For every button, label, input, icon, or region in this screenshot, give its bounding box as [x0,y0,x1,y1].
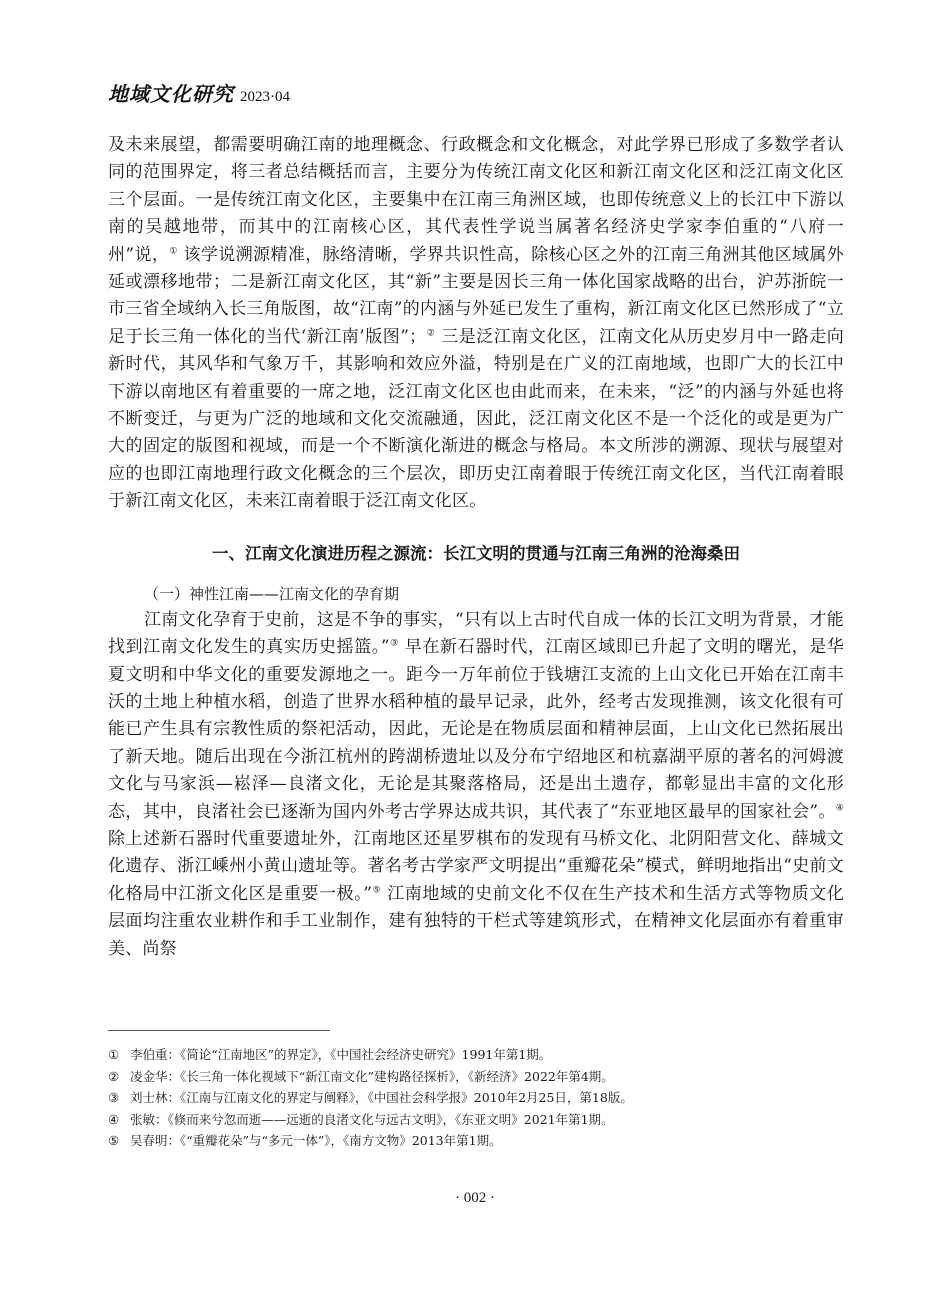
intro-paragraph [108,132,844,516]
intro-text-1: 及未来展望，都需要明确江南的地理概念、行政概念和文化概念，对此学界已形成了多数学者认同的范围界定，将三者总结概括而言，主要分为传统江南文化区和新江南文化区和泛江南文化区三个层面。一是传统江南文化区，主要集中在江南三角洲区域，也即传统意义上的长江中下游以南的吴越地带，而其中的江南核心区，其代表性学说当属著名经济史学家李伯重的“八府一州”说， [108,135,844,265]
footnote-ref-2: ② [426,328,436,339]
intro-text-2: 该学说溯源精准，脉络清晰，学界共识性高，除核心区之外的江南三角洲其他区域属外延或漂移地带；二是新江南文化区，其“新”主要是因长三角一体化国家战略的出台，沪苏浙皖一市三省全域纳入长三角版图，故“江南”的内涵与外延已发生了重构，新江南文化区已然形成了“立足于长三角一体化的当代‘新江南’版图”； [108,244,845,347]
footnote-mark: ② [108,1068,120,1084]
footnote-item [108,1109,844,1131]
footnote-mark: ④ [108,1111,120,1127]
footnote-divider [108,1030,330,1031]
page-number: · 002 · [455,1190,495,1206]
footnote-text: 吴春明：《“重瓣花朵”与“多元一体”》，《南方文物》2013年第1期。 [130,1133,502,1148]
footnote-mark: ③ [108,1090,120,1105]
running-header [108,78,290,108]
intro-text-3: 三是泛江南文化区，江南文化从历史岁月中一路走向新时代，其风华和气象万千，其影响和效应外溢，特别是在广义的江南地域，也即广大的长江中下游以南地区有着重要的一席之地，泛江南文化区也由此而来，在未来，“泛”的内涵与外延也将不断变迁，与更为广泛的地域和文化交流融通，因此，泛江南文化区不是一个泛化的或是更为广大的固定的版图和视域，而是一个不断演化渐进的概念与格局。本文所涉的溯源、现状与展望对应的也即江南地理行政文化概念的三个层次，即历史江南着眼于传统江南文化区，当代江南着眼于新江南文化区，未来江南着眼于泛江南文化区。 [108,326,844,512]
body-text-1: 江南文化孕育于史前，这是不争的事实，“只有以上古时代自成一体的长江文明为背景，才能找到江南文化发生的真实历史摇篮。” [108,609,844,658]
section-heading: 一、江南文化演进历程之源流：长江文明的贯通与江南三角洲的沧海桑田 [212,543,740,563]
footnote-item [108,1087,844,1109]
footnote-mark: ① [108,1047,120,1062]
journal-logo: 地域文化研究 [108,82,234,106]
body-text-4: 江南地域的史前文化不仅在生产技术和生活方式等物质文化层面均注重农业耕作和手工业制作，建有独特的干栏式等建筑形式，在精神文化层面亦有着重审美、尚祭 [108,883,844,959]
body-text-3: 除上述新石器时代重要遗址外，江南地区还星罗棋布的发现有马桥文化、北阴阳营文化、薛城文化遗存、浙江嵊州小黄山遗址等。著名考古学家严文明提出“重瓣花朵”模式，鲜明地指出“史前文化格局中江浙文化区是重要一极。” [108,828,844,904]
footnote-ref-1: ① [169,245,178,256]
footnote-item [108,1130,844,1152]
footnote-list [108,1044,844,1152]
article-body [108,132,844,963]
footnote-text: 张敏：《倏而来兮忽而逝——远逝的良渚文化与远古文明》，《东亚文明》2021年第1期。 [130,1111,614,1127]
footnote-item [108,1066,844,1088]
footnote-mark: ⑤ [108,1133,120,1148]
footnote-text: 李伯重：《简论“江南地区”的界定》，《中国社会经济史研究》1991年第1期。 [130,1047,552,1062]
footnote-ref-4: ④ [835,802,844,813]
subsection-heading: （一）神性江南——江南文化的孕育期 [144,584,400,603]
footnote-ref-5: ⑤ [372,885,382,896]
issue-number: 2023·04 [240,89,290,105]
footnote-ref-3: ③ [389,638,399,649]
body-text-2: 早在新石器时代，江南区域即已升起了文明的曙光，是华夏文明和中华文化的重要发源地之一。距今一万年前位于钱塘江支流的上山文化已开始在江南丰沃的土地上种植水稻，创造了世界水稻种植的最早记录，此外，经考古发现推测，该文化很有可能已产生具有宗教性质的祭祀活动，因此，无论是在物质层面和精神层面，上山文化已然拓展出了新天地。随后出现在今浙江杭州的跨湖桥遗址以及分布宁绍地区和杭嘉湖平原的著名的河姆渡文化与马家浜—崧泽—良渚文化，无论是其聚落格局，还是出土遗存，都彰显出丰富的文化形态，其中，良渚社会已逐渐为国内外考古学界达成共识，其代表了“东亚地区最早的国家社会”。 [108,637,845,822]
footnote-text: 刘士林：《江南与江南文化的界定与阐释》，《中国社会科学报》2010年2月25日，第18版。 [130,1090,633,1105]
footnote-item [108,1044,844,1066]
footnote-text: 凌金华：《长三角一体化视域下“新江南文化”建构路径探析》，《新经济》2022年第4期。 [130,1068,614,1084]
body-paragraph [108,607,844,963]
